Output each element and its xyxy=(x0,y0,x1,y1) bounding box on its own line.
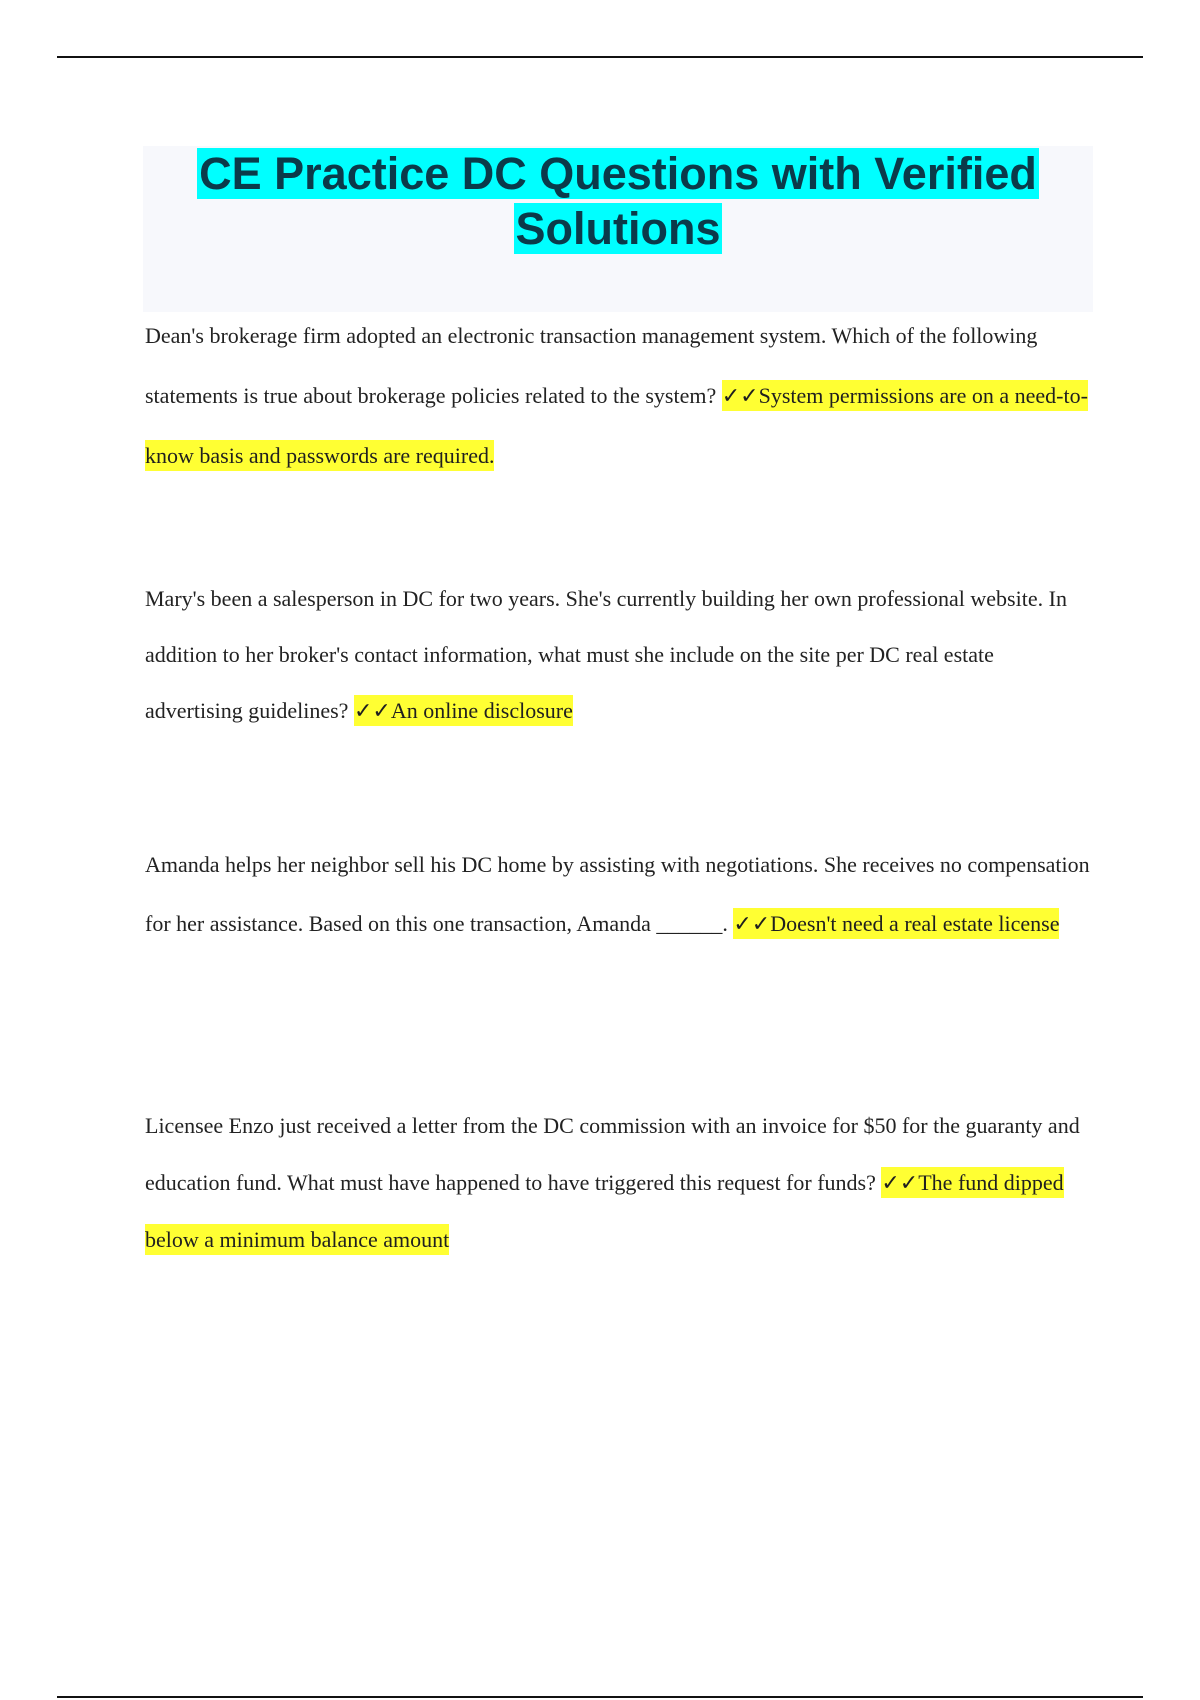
page-title xyxy=(143,146,1093,256)
answer-text: ✓✓An online disclosure xyxy=(354,695,573,726)
top-rule xyxy=(57,56,1143,58)
question-text: Licensee Enzo just received a letter from the DC commission with an invoice for $50 for the guaranty and education fund. What must have happened to have triggered this request for funds? xyxy=(145,1113,1080,1195)
title-line-2: Solutions xyxy=(515,203,721,254)
title-block xyxy=(143,146,1093,312)
answer-text: ✓✓Doesn't need a real estate license xyxy=(733,908,1059,939)
question-item xyxy=(145,1097,1095,1268)
title-line-1: CE Practice DC Questions with Verified xyxy=(199,148,1037,199)
question-text: Dean's brokerage firm adopted an electronic transaction management system. Which of the following statements is true about brokerage policies related to the system? xyxy=(145,323,1038,408)
question-text: Amanda helps her neighbor sell his DC home by assisting with negotiations. She receives no compensation for her assistance. Based on this one transaction, Amanda ______. xyxy=(145,852,1090,936)
question-item xyxy=(145,306,1095,486)
answer-text: ✓✓The fund dipped below a minimum balance amount xyxy=(145,1167,1064,1255)
question-item xyxy=(145,571,1095,739)
question-text: Mary's been a salesperson in DC for two years. She's currently building her own professional website. In addition to her broker's contact information, what must she include on the site per DC real estate advertising guidelines? xyxy=(145,586,1067,723)
bottom-rule xyxy=(57,1696,1143,1698)
question-item xyxy=(145,835,1095,953)
answer-text: ✓✓System permissions are on a need-to-know basis and passwords are required. xyxy=(145,380,1088,471)
